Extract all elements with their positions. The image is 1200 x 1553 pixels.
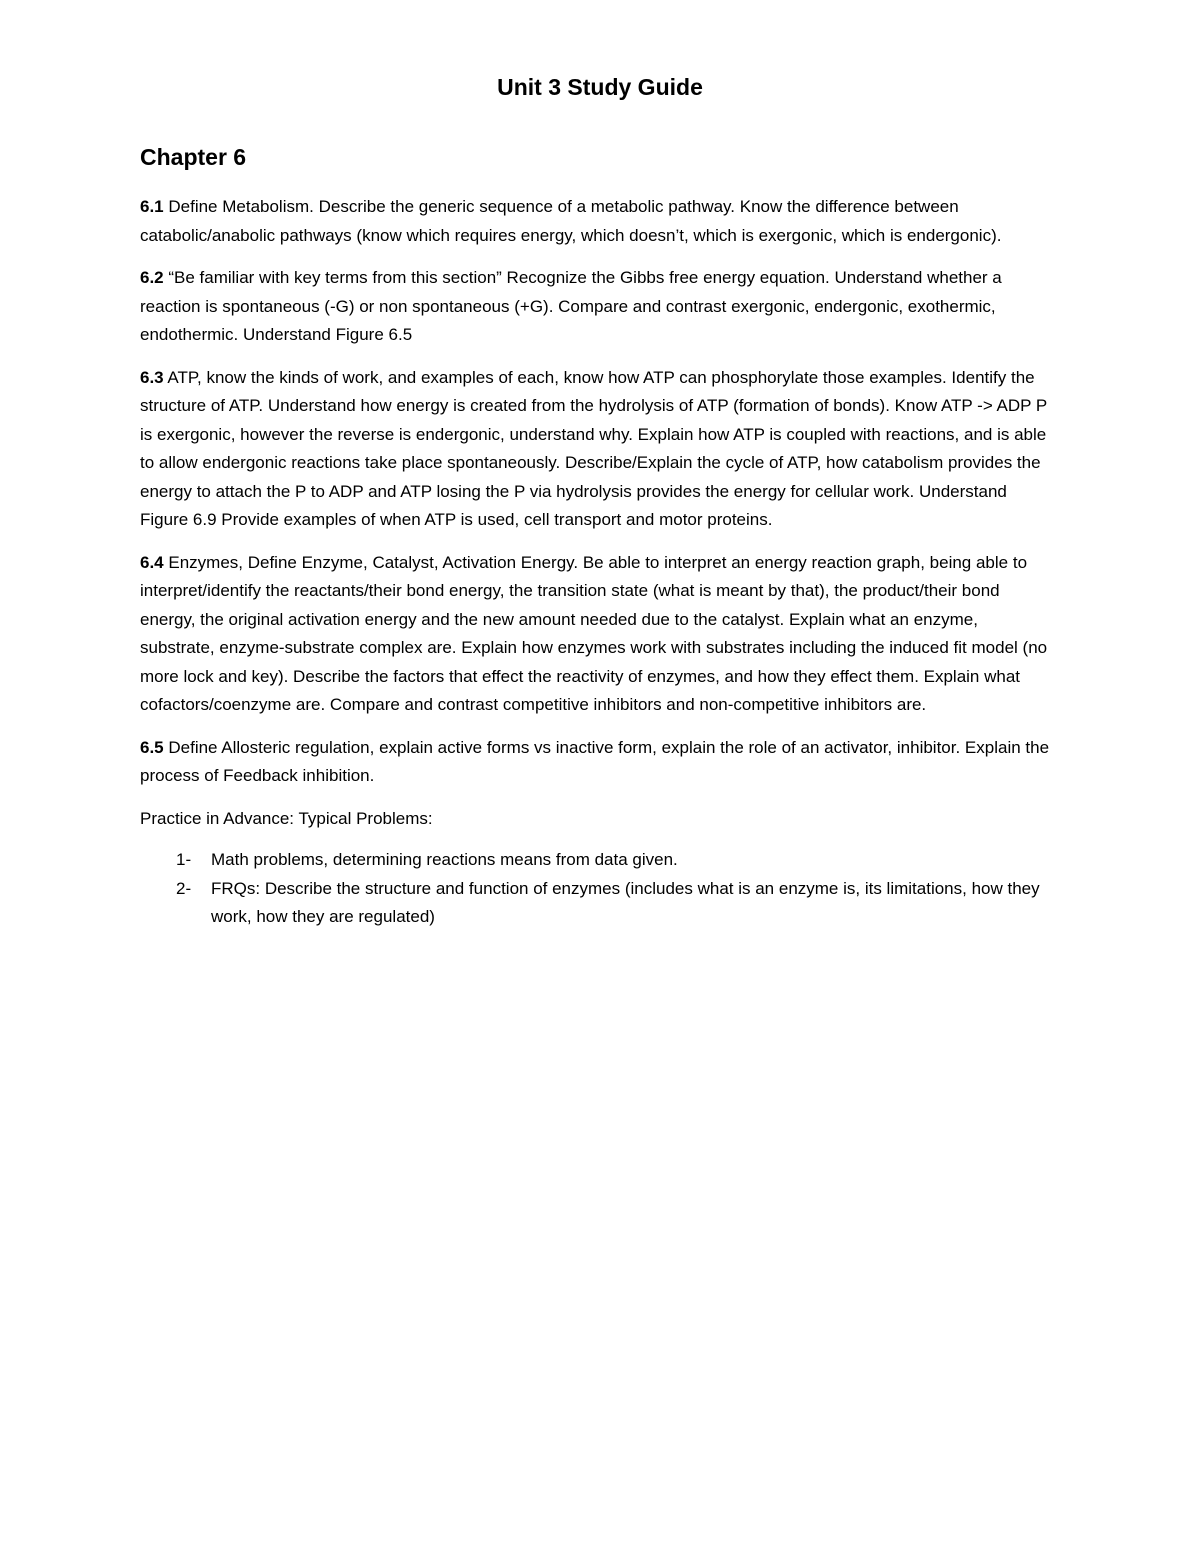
list-item-text: Math problems, determining reactions means from data given. [211,850,678,869]
list-item [140,875,1052,932]
section-number: 6.5 [140,737,164,757]
section-text: Enzymes, Define Enzyme, Catalyst, Activation Energy. Be able to interpret an energy reaction graph, being able to interpret/identify the reactants/their bond energy, the transition state (what is meant by that), the product/their bond energy, the original activation energy and the new amount needed due to the catalyst. Explain what an enzyme, substrate, enzyme-substrate complex are. Explain how enzymes work with substrates including the induced fit model (no more lock and key). Describe the factors that effect the reactivity of enzymes, and how they effect them. Explain what cofactors/coenzyme are. Compare and contrast competitive inhibitors and non-competitive inhibitors are. [140,552,1048,714]
section-text: ATP, know the kinds of work, and examples of each, know how ATP can phosphorylate those examples. Identify the structure of ATP. Understand how energy is created from the hydrolysis of ATP (formation of bonds). Know ATP -> ADP P is exergonic, however the reverse is endergonic, understand why. Explain how ATP is coupled with reactions, and is able to allow endergonic reactions take place spontaneously. Describe/Explain the cycle of ATP, how catabolism provides the energy to attach the P to ADP and ATP losing the P via hydrolysis provides the energy for cellular work. Understand Figure 6.9 Provide examples of when ATP is used, cell transport and motor proteins. [140,367,1047,529]
section-number: 6.2 [140,268,164,287]
section-text: Define Allosteric regulation, explain active forms vs inactive form, explain the role of an activator, inhibitor. Explain the process of Feedback inhibition. [140,737,1050,785]
section-number: 6.1 [140,197,164,216]
document-title: Unit 3 Study Guide [497,74,703,100]
chapter-heading: Chapter 6 [140,144,247,170]
list-marker: 2- [176,878,192,898]
section-6-3 [140,364,1052,535]
section-6-5 [140,734,1052,791]
section-number: 6.3 [140,367,164,387]
list-item [140,846,1052,875]
list-item-text: FRQs: Describe the structure and function of enzymes (includes what is an enzyme is, its limitations, how they work, how they are regulated) [211,878,1040,926]
problem-list [140,846,1052,932]
list-marker: 1- [176,850,192,869]
document-body [140,193,1052,932]
section-6-4 [140,549,1052,720]
section-number: 6.4 [140,552,164,572]
section-text: Define Metabolism. Describe the generic sequence of a metabolic pathway. Know the difference between catabolic/anabolic pathways (know which requires energy, which doesn’t, which is exergonic, which is endergonic). [140,197,1002,245]
practice-heading: Practice in Advance: Typical Problems: [140,808,433,828]
section-text: “Be familiar with key terms from this section” Recognize the Gibbs free energy equation. Understand whether a reaction is spontaneous (-G) or non spontaneous (+G). Compare and contrast exergonic, endergonic, exothermic, endothermic. Understand Figure 6.5 [140,268,1002,344]
section-6-1 [140,193,1052,250]
section-6-2 [140,264,1052,350]
